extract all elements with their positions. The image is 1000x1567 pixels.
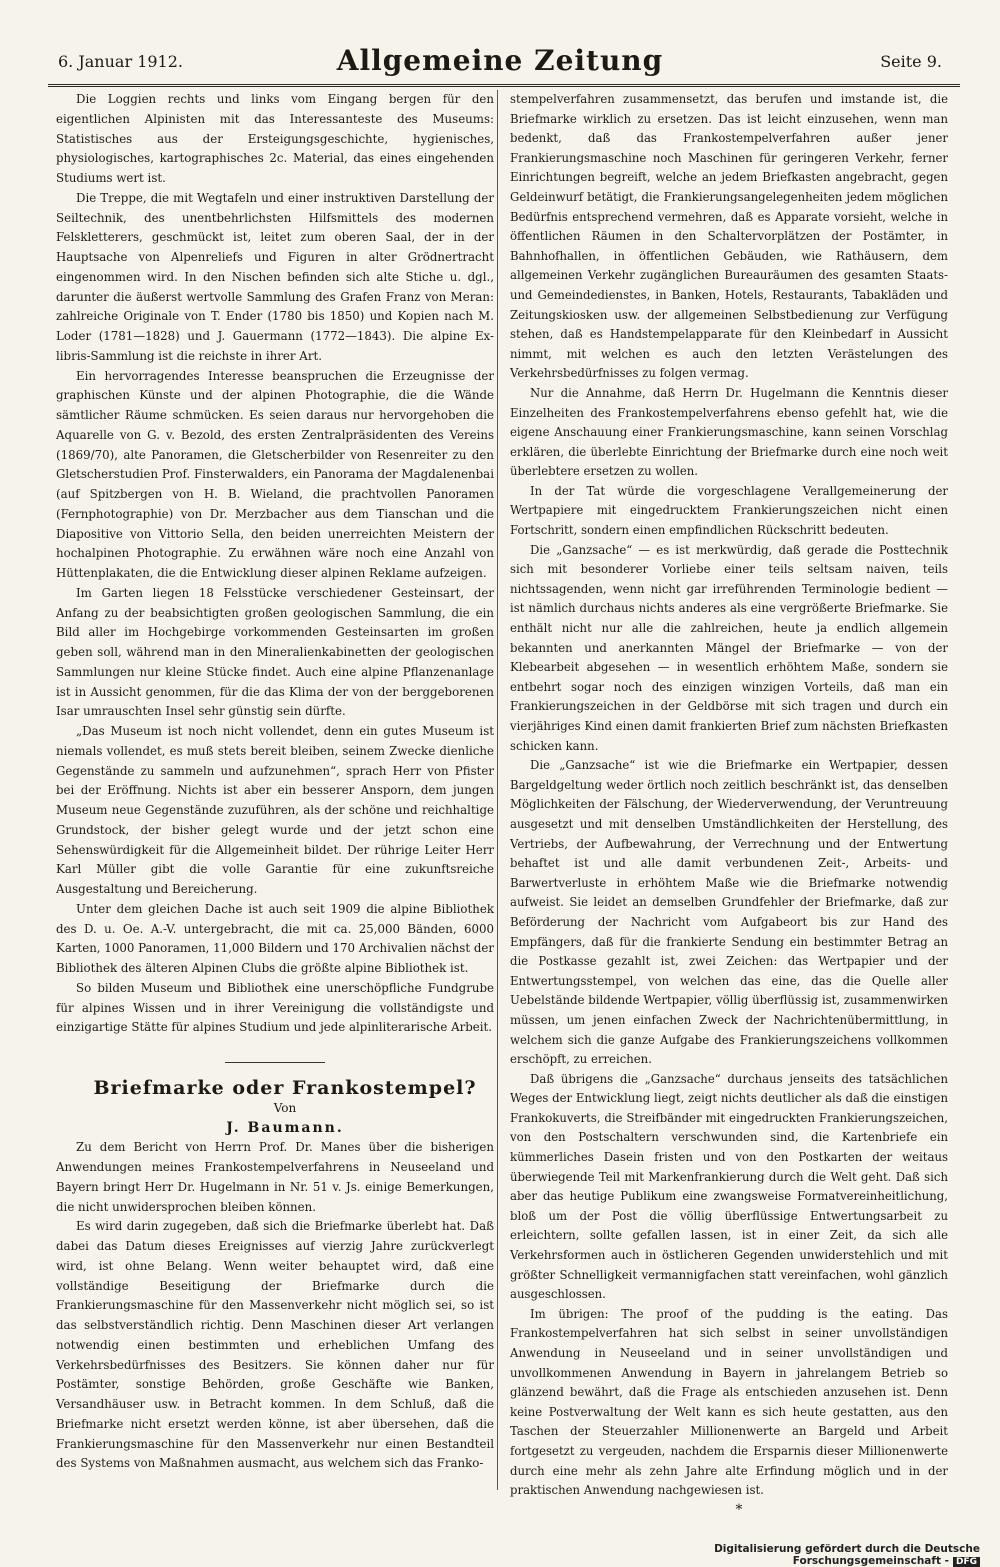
paragraph: So bilden Museum und Bibliothek eine unerschöpfliche Fundgrube für alpines Wissen und in ihrer Vereinigung die vollständigste und einzigartige Stätte für alpines Studium und jede alpinliterarische Arbeit.	[56, 980, 494, 1035]
paragraph: Zu dem Bericht von Herrn Prof. Dr. Manes über die bisherigen Anwendungen meines Frankostempelverfahrens in Neuseeland und Bayern bringt Herr Dr. Hugelmann in Nr. 51 v. Js. einige Bemerkungen, die nicht unwidersprochen bleiben können.	[56, 1140, 494, 1214]
paragraph: Die Loggien rechts und links vom Eingang bergen für den eigentlichen Alpinisten mit das Interessanteste des Museums: Statistisches aus der Ersteigungsgeschichte, hygienisches, physiologisches, kartographisches 2c. Material, das eines eingehenden Studiums wert ist.	[56, 92, 494, 185]
paragraph: Nur die Annahme, daß Herrn Dr. Hugelmann die Kenntnis dieser Einzelheiten des Frankostempelverfahrens ebenso gefehlt hat, wie die eigene Anschauung einer Frankierungsmaschine, kann seinen Vorschlag erklären, die überlebte Einrichtung der Briefmarke durch eine noch weit überlebtere ersetzen zu wollen.	[510, 385, 948, 479]
paragraph: In der Tat würde die vorgeschlagene Verallgemeinerung der Wertpapiere mit eingedrucktem Frankierungszeichen nicht einen Fortschritt, sondern einen empfindlichen Rückschritt bedeuten.	[510, 483, 948, 538]
article-byline-prefix: Von	[273, 1100, 297, 1115]
left-column	[56, 90, 494, 1474]
paragraph: stempelverfahren zusammensetzt, das berufen und imstande ist, die Briefmarke wirklich zu ersetzen. Das ist leicht einzusehen, wenn man bedenkt, daß das Frankostempelverfahren außer jener Frankierungsmaschine noch Maschinen für geringeren Verkehr, ferner Einrichtungen begreift, welche an jedem Briefkasten angebracht, gegen Geldeinwurf betätigt, die Frankierungsangelegenheiten jedem möglichen Bedürfnis entsprechend vermehren, daß es Apparate vorsieht, welche in öffentlichen Räumen in den Schaltervorplätzen der Postämter, in Bahnhofhallen, in öffentlichen Gebäuden, wie Rathäusern, dem allgemeinen Verkehr zugänglichen Bureauräumen des gesamten Staats- und Gemeindedienstes, in Banken, Hotels, Restaurants, Tabakläden und Zeitungskiosken usw. der allgemeinen Selbstbedienung zur Verfügung stehen, daß es Handstempelapparate für den Kleinbedarf in Aussicht nimmt, mit welchen es auch den letzten Verästelungen des Verkehrsbedürfnisses zu folgen vermag.	[510, 92, 948, 381]
paragraph: Daß übrigens die „Ganzsache“ durchaus jenseits des tatsächlichen Weges der Entwicklung liegt, zeigt nichts deutlicher als daß die einstigen Frankokuverts, die Streifbänder mit eingedruckten Frankierungszeichen, von den Postschaltern verschwunden sind, die Kartenbriefe ein kümmerliches Dasein fristen und von den Postkarten der weitaus überwiegende Teil mit Markenfrankierung durch die Welt geht. Daß sich aber das heutige Publikum eine zwangsweise Formatvereinheitlichung, bloß um der Post die völlig überflüssige Entwertungsarbeit zu erleichtern, sollte gefallen lassen, ist in einer Zeit, da sich alle Verkehrsformen auch in östlicheren Gegenden unwiderstehlich und mit größter Schnelligkeit vermannigfachen statt vereinfachen, wohl gänzlich ausgeschlossen.	[510, 1071, 948, 1302]
footer-text: Digitalisierung gefördert durch die Deutsche Forschungsgemeinschaft -	[714, 1543, 980, 1567]
paragraph: „Das Museum ist noch nicht vollendet, denn ein gutes Museum ist niemals vollendet, es muß stets bereit bleiben, seinem Zwecke dienliche Gegenstände zu sammeln und aufzunehmen“, sprach Herr von Pfister bei der Eröffnung. Nichts ist aber ein besserer Ansporn, dem jungen Museum neue Gegenstände zuzuführen, als der schöne und reichhaltige Grundstock, der bisher gelegt wurde und der jetzt schon eine Sehenswürdigkeit für die Allgemeinheit bildet. Der rührige Leiter Herr Karl Müller gibt die volle Garantie für eine zukunftsreiche Ausgestaltung und Bereicherung.	[56, 724, 494, 896]
paragraph: Unter dem gleichen Dache ist auch seit 1909 die alpine Bibliothek des D. u. Oe. A.-V. untergebracht, die mit ca. 25,000 Bänden, 6000 Karten, 1000 Panoramen, 11,000 Bildern und 170 Archivalien nächst der Bibliothek des älteren Alpinen Clubs die größte alpine Bibliothek ist.	[56, 901, 494, 975]
paragraph: Im Garten liegen 18 Felsstücke verschiedener Gesteinsart, der Anfang zu der beabsichtigten großen geologischen Sammlung, die ein Bild aller im Hochgebirge vorkommenden Gesteinsarten im großen geben soll, während man in den Mineralienkabinetten der geologischen Sammlungen nur kleine Stücke findet. Auch eine alpine Pflanzenanlage ist in Aussicht genommen, für die das Klima der von der berggeborenen Isar umrauschten Insel sehr günstig sein dürfte.	[56, 585, 494, 719]
column-divider	[497, 90, 498, 1490]
header-rule	[48, 84, 960, 87]
article-title: Briefmarke oder Frankostempel?	[93, 1077, 477, 1099]
article-separator	[225, 1062, 325, 1063]
dfg-logo: DFG	[953, 1557, 980, 1567]
right-column	[510, 90, 948, 1520]
digitization-footer	[600, 1543, 980, 1567]
masthead-title: Allgemeine Zeitung	[336, 44, 664, 77]
header-page-number: Seite 9.	[880, 52, 942, 71]
paragraph: Die „Ganzsache“ — es ist merkwürdig, daß gerade die Posttechnik sich mit besonderer Vorliebe einer teils seltsam naiven, teils nichtssagenden, wenn nicht gar irreführenden Terminologie bedient — ist nämlich durchaus nichts anderes als eine vergrößerte Briefmarke. Sie enthält nicht nur alle die zahlreichen, heute ja endlich allgemein bekannten und anerkannten Mängel der Briefmarke — von der Klebearbeit abgesehen — in wesentlich erhöhtem Maße, sondern sie entbehrt sogar noch des einzigen winzigen Vorteils, daß man ein Frankierungszeichen in der Geldbörse mit sich tragen und durch ein vierjähriges Kind einen damit frankierten Brief zum nächsten Briefkasten schicken kann.	[510, 542, 948, 753]
paragraph: Im übrigen: The proof of the pudding is the eating. Das Frankostempelverfahren hat sich selbst in seiner unvollständigen Anwendung in Neuseeland und in seiner unvollständigen und unvollkommenen Anwendung in Bayern in jahrelangem Betrieb so glänzend bewährt, daß die Frage als entschieden anzusehen ist. Denn keine Postverwaltung der Welt kann es sich heute gestatten, aus den Taschen der Steuerzahler Millionenwerte an Bargeld und Arbeit fortgesetzt zu vergeuden, nachdem die Ersparnis dieser Millionenwerte durch eine mehr als zehn Jahre alte Erfindung möglich und in der praktischen Anwendung nachgewiesen ist.	[510, 1306, 948, 1498]
paragraph: Ein hervorragendes Interesse beanspruchen die Erzeugnisse der graphischen Künste und der alpinen Photographie, die die Wände sämtlicher Räume schmücken. Es seien daraus nur hervorgehoben die Aquarelle von G. v. Bezold, des ersten Zentralpräsidenten des Vereins (1869/70), alte Panoramen, die Gletscherbilder von Resenreiter zu den Gletscherstudien Prof. Finsterwalders, ein Panorama der Magdalenenbai (auf Spitzbergen von H. B. Wieland, die prachtvollen Panoramen (Fernphotographie) von Dr. Merzbacher aus dem Tianschan und die Diapositive von Vittorio Sella, den beiden unerreichten Meistern der hochalpinen Photographie. Zu erwähnen wäre noch eine Anzahl von Hüttenplakaten, die die Entwicklung dieser alpinen Reklame aufzeigen.	[56, 368, 494, 580]
page-header	[50, 44, 950, 80]
paragraph: Die „Ganzsache“ ist wie die Briefmarke ein Wertpapier, dessen Bargeldgeltung weder örtlich noch zeitlich beschränkt ist, das denselben Möglichkeiten der Fälschung, der Wiederverwendung, der Veruntreuung ausgesetzt und mit denselben Umständlichkeiten der Herstellung, des Vertriebs, der Aufbewahrung, der Verrechnung und der Entwertung behaftet ist und alle damit verbundenen Zeit-, Arbeits- und Barwertverluste in erhöhtem Maße wie die Briefmarke notwendig aufweist. Sie leidet an demselben Grundfehler der Briefmarke, daß zur Beförderung der Nachricht vom Aufgabeort bis zur Hand des Empfängers, daß für die frankierte Sendung ein bestimmter Betrag an die Postkasse gezahlt ist, zwei Zeichen: das Wertpapier und der Entwertungsstempel, von welchen das eine, das die Quelle aller Uebelstände bildende Wertpapier, völlig überflüssig ist, zusammenwirken müssen, um jenen einfachen Zweck der Nachrichtenübermittlung, in welchem sich die ganze Aufgabe des Frankierungszeichens vollkommen erschöpft, zu erreichen.	[510, 758, 948, 1067]
end-mark: *	[735, 1501, 743, 1518]
article-author: J. Baumann.	[226, 1119, 344, 1136]
paragraph: Es wird darin zugegeben, daß sich die Briefmarke überlebt hat. Daß dabei das Datum dieses Ereignisses auf vierzig Jahre zurückverlegt wird, ist ohne Belang. Wenn weiter behauptet wird, daß eine vollständige Beseitigung der Briefmarke durch die Frankierungsmaschine für den Massenverkehr nicht möglich sei, so ist das selbstverständlich richtig. Denn Maschinen dieser Art verlangen notwendig einen bestimmten und erheblichen Umfang des Verkehrsbedürfnisses des Besitzers. Sie können daher nur für Postämter, sonstige Behörden, große Geschäfte wie Banken, Versandhäuser usw. in Betracht kommen. In dem Schluß, daß die Briefmarke nicht ersetzt werden könne, ist aber übersehen, daß die Frankierungsmaschine für den Massenverkehr nur einen Bestandteil des Systems von Maßnahmen ausmacht, aus welchem sich das Franko-	[56, 1219, 494, 1471]
paragraph: Die Treppe, die mit Wegtafeln und einer instruktiven Darstellung der Seiltechnik, des unentbehrlichsten Hilfsmittels des modernen Felskletterers, geschmückt ist, leitet zum oberen Saal, der in der Hauptsache von Alpenreliefs und Figuren in alter Grödnertracht eingenommen wird. In den Nischen befinden sich alte Stiche u. dgl., darunter die äußerst wertvolle Sammlung des Grafen Franz von Meran: zahlreiche Originale von T. Ender (1780 bis 1850) und Kopien nach M. Loder (1781—1828) und J. Gauermann (1772—1843). Die alpine Ex-libris-Sammlung ist die reichste in ihrer Art.	[56, 190, 494, 363]
header-date: 6. Januar 1912.	[58, 52, 183, 71]
